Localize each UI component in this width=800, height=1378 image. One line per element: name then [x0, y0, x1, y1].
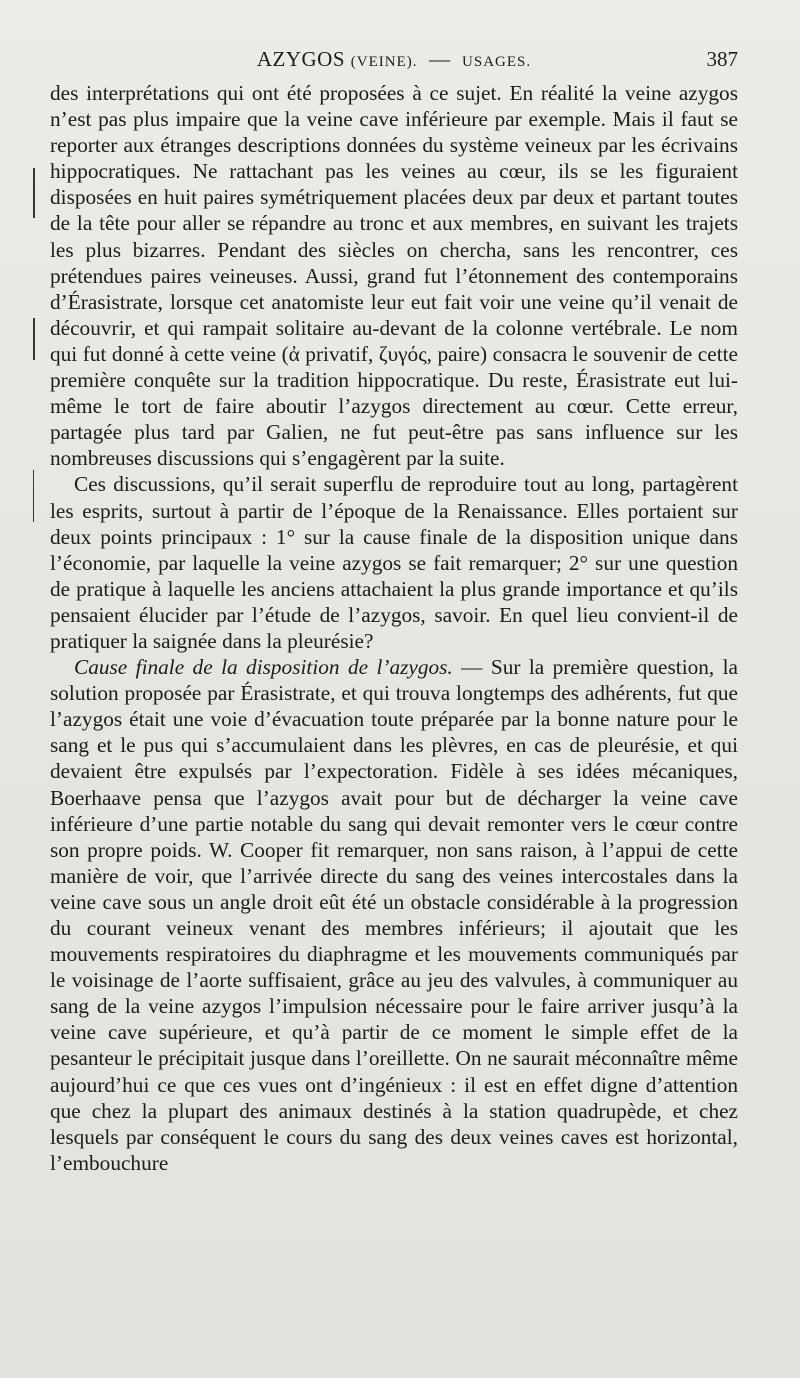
paragraph-3-text: — Sur la première question, la solution proposée par Érasistrate, et qui trouva longtemps des adhérents, fut que l’azygos était une voie d’évacuation toute préparée par la bonne nature pour le sang et le pus qui s’accumulaient dans les plèvres, en cas de pleurésie, et qui devaient être expulsés par l’expectoration. Fidèle à ses idées mécaniques, Boerhaave pensa que l’azygos avait pour but de décharger la veine cave inférieure d’une partie notable du sang qui devait remonter vers le cœur contre son propre poids. W. Cooper fit remarquer, non sans raison, à l’appui de cette manière de voir, que l’arrivée directe du sang des veines intercostales dans la veine cave sous un angle droit eût été un obstacle considérable à la progression du courant veineux venant des membres inférieurs; il ajoutait que les mouvements respiratoires du diaphragme et les mouvements communiqués par le voisinage de l’aorte suffisaient, grâce au jeu des valvules, à communiquer au sang de la veine azygos l’impulsion nécessaire pour le faire arriver jusqu’à la veine cave supérieure, et qu’à partir de ce moment le simple effet de la pesanteur le précipitait jusque dans l’oreillette. On ne saurait méconnaître même aujourd’hui ce que ces vues ont d’ingénieux : il est en effet digne d’attention que chez la plupart des animaux destinés à la station quadrupède, et chez lesquels par conséquent le cours du sang des deux veines caves est horizontal, l’embouchure — [50, 655, 739, 1175]
running-title-usage: USAGES. — [462, 54, 532, 70]
paragraph-1 — [50, 80, 738, 471]
page-number: 387 — [706, 47, 738, 71]
body-text — [50, 80, 738, 1176]
margin-pencil-mark — [33, 470, 34, 522]
section-lead-italic: Cause finale de la disposition de l’azygos. — [74, 655, 453, 680]
running-title-main: AZYGOS — [256, 47, 346, 71]
running-title — [50, 44, 738, 77]
running-title-dash: — — [429, 47, 451, 71]
running-header — [50, 44, 738, 74]
paragraph-2-text: Ces discussions, qu’il serait superflu de reproduire tout au long, partagèrent les esprits, surtout à partir de l’époque de la Renaissance. Elles portaient sur deux points principaux : 1° sur la cause finale de la disposition unique dans l’économie, par laquelle la veine azygos se fait remarquer; 2° sur une question de pratique à laquelle les anciens attachaient la plus grande importance et qu’ils pensaient élucider par l’étude de l’azygos, savoir. En quel lieu convient-il de pratiquer la saignée dans la pleurésie? — [50, 472, 738, 653]
running-title-paren: (VEINE). — [350, 54, 418, 70]
paragraph-3 — [50, 654, 738, 1176]
margin-pencil-mark — [33, 318, 35, 360]
paragraph-2 — [50, 471, 738, 654]
paragraph-1-text: des interprétations qui ont été proposées à ce sujet. En réalité la veine azygos n’est pas plus impaire que la veine cave inférieure par exemple. Mais il faut se reporter aux étranges descriptions données du système veineux par les écrivains hippocratiques. Ne rattachant pas les veines au cœur, ils se les figuraient disposées en huit paires symétriquement placées deux par deux et partant toutes de la tête pour aller se répandre au tronc et aux membres, en suivant les trajets les plus bizarres. Pendant des siècles on chercha, sans les rencontrer, ces prétendues paires veineuses. Aussi, grand fut l’étonnement des contemporains d’Érasistrate, lorsque cet anatomiste leur eut fait voir une veine qu’il venait de découvrir, et qui rampait solitaire au-devant de la colonne vertébrale. Le nom qui fut donné à cette veine (ἀ privatif, ζυγός, paire) consacra le souvenir de cette première conquête sur la tradition hippocratique. Du reste, Érasistrate eut lui-même le tort de faire aboutir l’azygos directement au cœur. Cette erreur, partagée plus tard par Galien, ne fut peut-être pas sans influence sur les nombreuses discussions qui s’engagèrent par la suite. — [50, 81, 738, 471]
margin-pencil-mark — [33, 168, 35, 218]
